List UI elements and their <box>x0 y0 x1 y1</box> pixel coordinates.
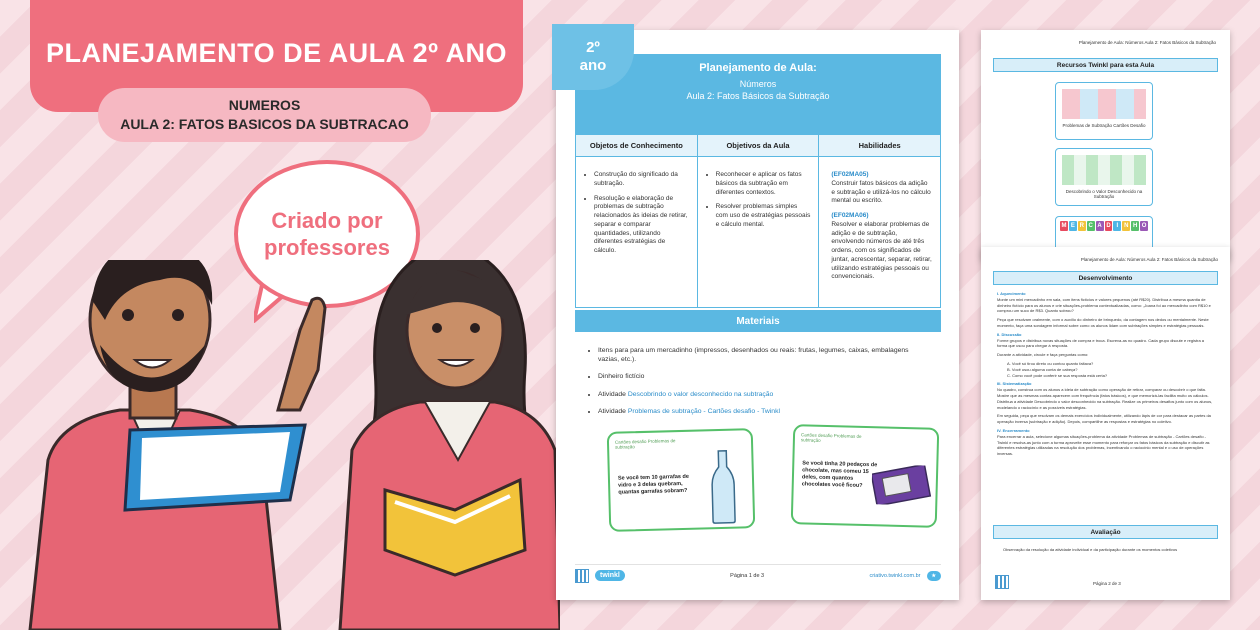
column-heading: Objetivos da Aula <box>698 135 819 157</box>
bottle-icon <box>709 449 737 526</box>
card-tag: Cartões desafio Problemas de subtração <box>614 438 676 450</box>
list-item: • Reconhecer e aplicar os fatos básicos da subtração em diferentes contextos. <box>716 171 811 197</box>
evaluation-heading: Avaliação <box>993 525 1218 539</box>
mercadinho-letters <box>1060 221 1148 231</box>
year-badge-number: 2º <box>586 39 600 56</box>
material-prefix: Atividade <box>598 390 626 398</box>
development-page-header: Planejamento de Aula: Números Aula 2: Fatos Básicos da Subtração <box>1080 257 1218 262</box>
twinkl-badge-icon: ★ <box>927 571 941 581</box>
letter-tile: R <box>1079 223 1084 229</box>
materials-heading: Materiais <box>575 310 941 332</box>
skill-code: (EF02MA05) <box>831 171 869 178</box>
female-teacher-illustration <box>340 260 560 630</box>
qr-code-icon <box>995 575 1009 589</box>
challenge-card-2 <box>791 424 940 528</box>
page-title: PLANEJAMENTO DE AULA 2º ANO <box>46 37 507 68</box>
male-teacher-illustration <box>30 260 325 630</box>
lesson-header-title: Planejamento de Aula: <box>699 62 817 74</box>
bubble-line-1: Criado por <box>271 207 383 233</box>
skill-text: Resolver e elaborar problemas de adição e de subtração, envolvendo números de até três ordens, com os significados de juntar, acrescentar, separar, retirar, utilizando estratégias pessoais ou convencionais. <box>831 220 932 281</box>
page-footer <box>575 564 941 586</box>
lesson-header-lesson: Aula 2: Fatos Básicos da Subtração <box>686 91 830 102</box>
material-item: • Dinheiro fictício <box>598 372 928 381</box>
material-link-activity[interactable]: Descobrindo o valor desconhecido na subtração <box>627 390 774 398</box>
section-2-title: II. Discussão <box>997 331 1022 337</box>
resources-page-header: Planejamento de Aula: Números Aula 2: Fatos Básicos da Subtração <box>1078 40 1216 45</box>
subtitle-line-1: NUMEROS <box>228 97 301 114</box>
section-4-title: IV. Encerramento <box>997 427 1030 433</box>
letter-tile: A <box>1097 223 1102 229</box>
section-4-text: Para encerrar a aula, selecione algumas situações-problema da atividade Problemas de subtração - Cartões desafio - Twinkl e resolva-as junto com a turma aproveite esse momento para reforçar os fatos básicos da subtração e discutir as diferentes estratégias utilizadas na resolução dos problemas, incentivando o raciocínio mental e o uso de operações inversas. <box>997 433 1210 457</box>
column-skills <box>819 135 940 307</box>
column-heading: Habilidades <box>819 135 940 157</box>
lesson-header-subject: Números <box>739 79 777 89</box>
list-item: • Resolver problemas simples com uso de estratégias pessoais e cálculo mental. <box>716 203 811 229</box>
section-3-text: No quadro, construa com os alunos a ideia de subtração como operação de retirar, comparar ou descobrir o que falta. Mostre que as mesmas contas aparecem com frequência (fatos básicos), e que memorizá-las facilita muito os cálculos. Distribua a atividade Descobrindo o valor desconhecido na subtração. Realize os primeiros desafios junto com os alunos, modelando o raciocínio e as possíveis estratégias. <box>997 387 1213 410</box>
list-item: • Resolução e elaboração de problemas de subtração relacionados às ideias de retirar, separar e comparar quantidades, utilizando diferentes estratégias de cálculo. <box>594 195 689 256</box>
section-2-q3: C. Como você pode conferir se sua resposta está certa? <box>1007 372 1108 378</box>
letter-tile: H <box>1133 223 1138 229</box>
material-link-cards[interactable]: Problemas de subtração - Cartões desafio - Twinkl <box>627 407 780 415</box>
teachers-illustration <box>0 260 560 630</box>
skill-text: Construir fatos básicos da adição e subtração e utilizá-los no cálculo mental ou escrito. <box>831 179 931 205</box>
subtitle-pill <box>98 88 431 142</box>
evaluation-text: Observação da resolução da atividade individual e da participação durante os momentos coletivos <box>1003 547 1178 552</box>
challenge-card-1 <box>607 428 756 532</box>
development-heading: Desenvolvimento <box>993 271 1218 285</box>
card-question: Se você tem 10 garrafas de vidro e 3 delas quebram, quantas garrafas sobram? <box>617 473 689 496</box>
lesson-columns <box>575 134 941 308</box>
development-page-number: Página 2 de 3 <box>1093 581 1121 586</box>
footer-url[interactable]: criativo.twinkl.com.br <box>869 572 921 579</box>
resource-thumb-1[interactable] <box>1055 82 1153 140</box>
chocolate-bar-icon <box>871 464 932 506</box>
development-body <box>997 291 1215 460</box>
letter-tile: O <box>1141 223 1147 229</box>
section-2-q1: A. Você só tirou direto ou contou quanto faltava? <box>1007 360 1094 366</box>
column-objectives <box>698 135 820 307</box>
page-number: Página 1 de 3 <box>730 572 765 579</box>
letter-tile: C <box>1088 223 1093 229</box>
material-item: • Itens para para um mercadinho (impressos, desenhados ou reais: frutas, legumes, caixas, embalagens vazias, etc.). <box>598 346 928 364</box>
section-2-text-2: Durante a atividade, circule e faça perguntas como: <box>997 352 1089 358</box>
materials-list <box>598 346 928 424</box>
twinkl-logo: twinkl <box>595 570 625 581</box>
letter-tile: I <box>1113 221 1121 231</box>
letter-tile: M <box>1061 223 1067 229</box>
year-badge-label: ano <box>579 57 607 74</box>
resources-page <box>981 30 1230 260</box>
section-2-text: Forme grupos e distribua novas situações de compra e troca. Escreva-as no quadro. Cada grupo discute e registra a forma que usou para chegar à resposta. <box>997 337 1204 349</box>
card-tag: Cartões desafio Problemas de subtração <box>800 432 862 443</box>
material-item <box>598 390 928 399</box>
letter-tile: D <box>1106 223 1111 229</box>
letter-tile: E <box>1070 223 1075 229</box>
section-1-title: I. Aquecimento <box>997 291 1026 296</box>
material-item <box>598 407 928 416</box>
section-3-title: III. Sistematização <box>997 381 1032 387</box>
resource-caption-1: Problemas de Subtração Cartões Desafio <box>1062 123 1146 128</box>
resource-caption-2: Descobrindo o Valor Desconhecido na Subtração <box>1065 189 1143 199</box>
column-heading: Objetos de Conhecimento <box>576 135 697 157</box>
qr-code-icon <box>575 569 589 583</box>
skill-code: (EF02MA06) <box>831 212 869 220</box>
bubble-line-2: professores <box>264 235 390 260</box>
section-1-text: Monte um mini mercadinho em sala, com itens fictícios e valores pequenos (até R$20). Distribua a mesma quantia de dinheiro fictício para os alunos e crie situações-problema contextualizadas, como: „Joana foi ao mercadinho com R$10 e comprou um suco de R$3. Quanto sobrou? <box>997 296 1211 314</box>
section-3-text-2: Em seguida, peça que resolvam os demais exercícios individualmente, utilizando lápis de cor para destacar as partes da operação inversa (subtração e adição). Depois, compartilhe as respostas e estratégias no coletivo. <box>997 413 1211 425</box>
resources-heading: Recursos Twinkl para esta Aula <box>993 58 1218 72</box>
letter-tile: N <box>1124 223 1129 229</box>
section-1-text-2: Peça que resolvam oralmente, com o auxílio do dinheiro de brinquedo, da contagem nos dedos ou mentalmente. Neste momento, faça uma sondagem informal sobre como os alunos lidam com subtrações simples e estratégias pessoais. <box>997 317 1209 328</box>
development-page <box>981 247 1230 600</box>
subtitle-line-2: AULA 2: FATOS BASICOS DA SUBTRACAO <box>120 116 409 132</box>
card-question: Se você tinha 20 pedaços de chocolate, mas comeu 15 deles, com quantos chocolates você ficou? <box>801 460 878 490</box>
column-knowledge <box>576 135 698 307</box>
lesson-plan-page <box>556 30 959 600</box>
resource-thumb-2[interactable] <box>1055 148 1153 206</box>
section-2-q2: B. Você usou alguma conta de cabeça? <box>1007 366 1078 372</box>
list-item: • Construção do significado da subtração. <box>594 171 689 189</box>
material-prefix: Atividade <box>598 407 626 415</box>
